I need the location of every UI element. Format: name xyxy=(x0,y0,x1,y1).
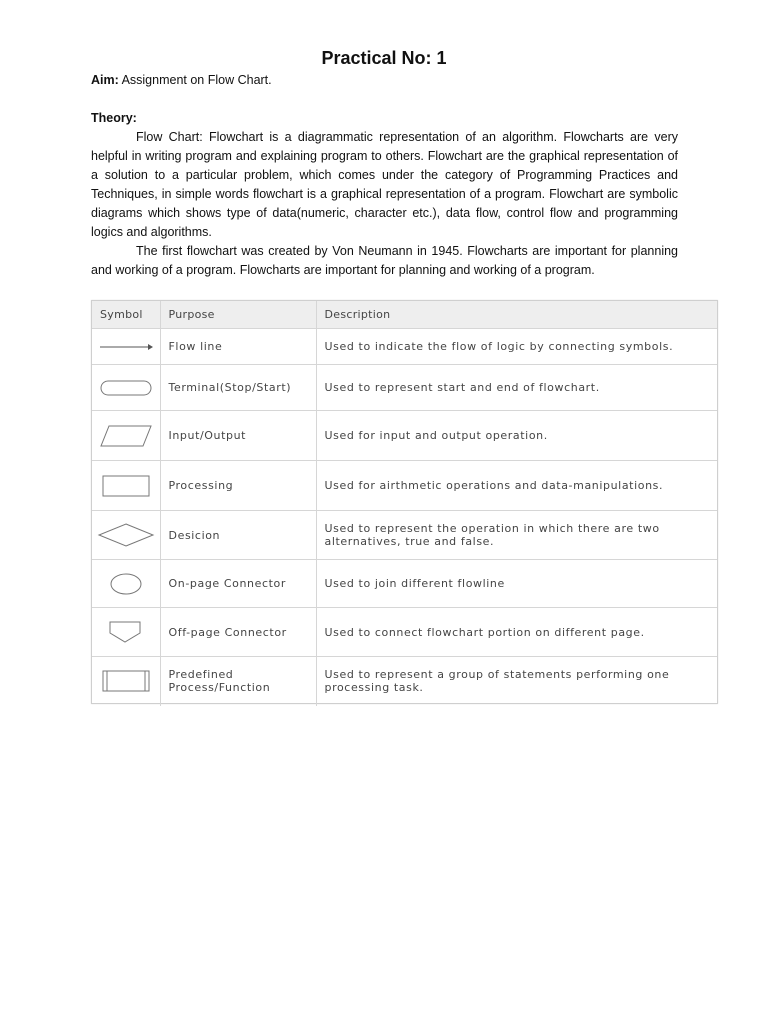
page-title: Practical No: 1 xyxy=(321,48,447,68)
table-row xyxy=(92,329,717,365)
purpose-cell: On-page Connector xyxy=(160,560,316,608)
aim-label: Aim: xyxy=(91,73,119,87)
circle-icon xyxy=(92,560,160,608)
table-row xyxy=(92,657,717,706)
description-cell: Used to represent start and end of flowchart. xyxy=(316,365,717,411)
description-cell: Used to connect flowchart portion on different page. xyxy=(316,608,717,657)
purpose-cell: Flow line xyxy=(160,329,316,365)
table-row xyxy=(92,365,717,411)
pentagon-icon xyxy=(92,608,160,657)
purpose-cell: Input/Output xyxy=(160,411,316,461)
aim-line xyxy=(91,73,272,87)
description-cell: Used for airthmetic operations and data-manipulations. xyxy=(316,461,717,511)
description-cell: Used to represent the operation in which there are two alternatives, true and false. xyxy=(316,511,717,560)
table-row xyxy=(92,461,717,511)
purpose-cell: Off-page Connector xyxy=(160,608,316,657)
description-cell: Used for input and output operation. xyxy=(316,411,717,461)
header-description: Description xyxy=(316,301,717,329)
theory-body xyxy=(91,128,678,280)
purpose-cell: Processing xyxy=(160,461,316,511)
arrow-line-icon xyxy=(92,329,160,365)
description-cell: Used to represent a group of statements performing one processing task. xyxy=(324,668,670,695)
table-row xyxy=(92,511,717,560)
theory-paragraph-1: Flow Chart: Flowchart is a diagrammatic representation of an algorithm. Flowcharts are very helpful in writing program and explaining program to others. Flowchart are the graphical representation of a solution to a particular problem, which comes under the category of Programming Practices and Techniques, in simple words flowchart is a graphical representation of a program. Flowchart are symbolic diagrams which shows type of data(numeric, character etc.), data flow, control flow and programming logics and algorithms. xyxy=(91,130,678,239)
rectangle-icon xyxy=(92,461,160,511)
theory-heading: Theory: xyxy=(91,111,137,125)
table-row xyxy=(92,560,717,608)
theory-paragraph-2: The first flowchart was created by Von Neumann in 1945. Flowcharts are important for planning and working of a program. Flowcharts are important for planning and working of a program. xyxy=(91,244,678,277)
table-header-row xyxy=(92,301,717,329)
header-symbol: Symbol xyxy=(92,301,160,329)
table-row xyxy=(92,608,717,657)
header-purpose: Purpose xyxy=(160,301,316,329)
description-cell: Used to join different flowline xyxy=(316,560,717,608)
aim-text: Assignment on Flow Chart. xyxy=(118,73,272,87)
terminal-oval-icon xyxy=(92,365,160,411)
purpose-cell: Terminal(Stop/Start) xyxy=(160,365,316,411)
symbol-table xyxy=(91,300,718,704)
description-cell: Used to indicate the flow of logic by connecting symbols. xyxy=(316,329,717,365)
parallelogram-icon xyxy=(92,411,160,461)
diamond-icon xyxy=(92,511,160,560)
purpose-cell: Predefined Process/Function xyxy=(160,657,316,706)
predefined-process-icon xyxy=(92,657,160,706)
purpose-cell: Desicion xyxy=(160,511,316,560)
table-row xyxy=(92,411,717,461)
